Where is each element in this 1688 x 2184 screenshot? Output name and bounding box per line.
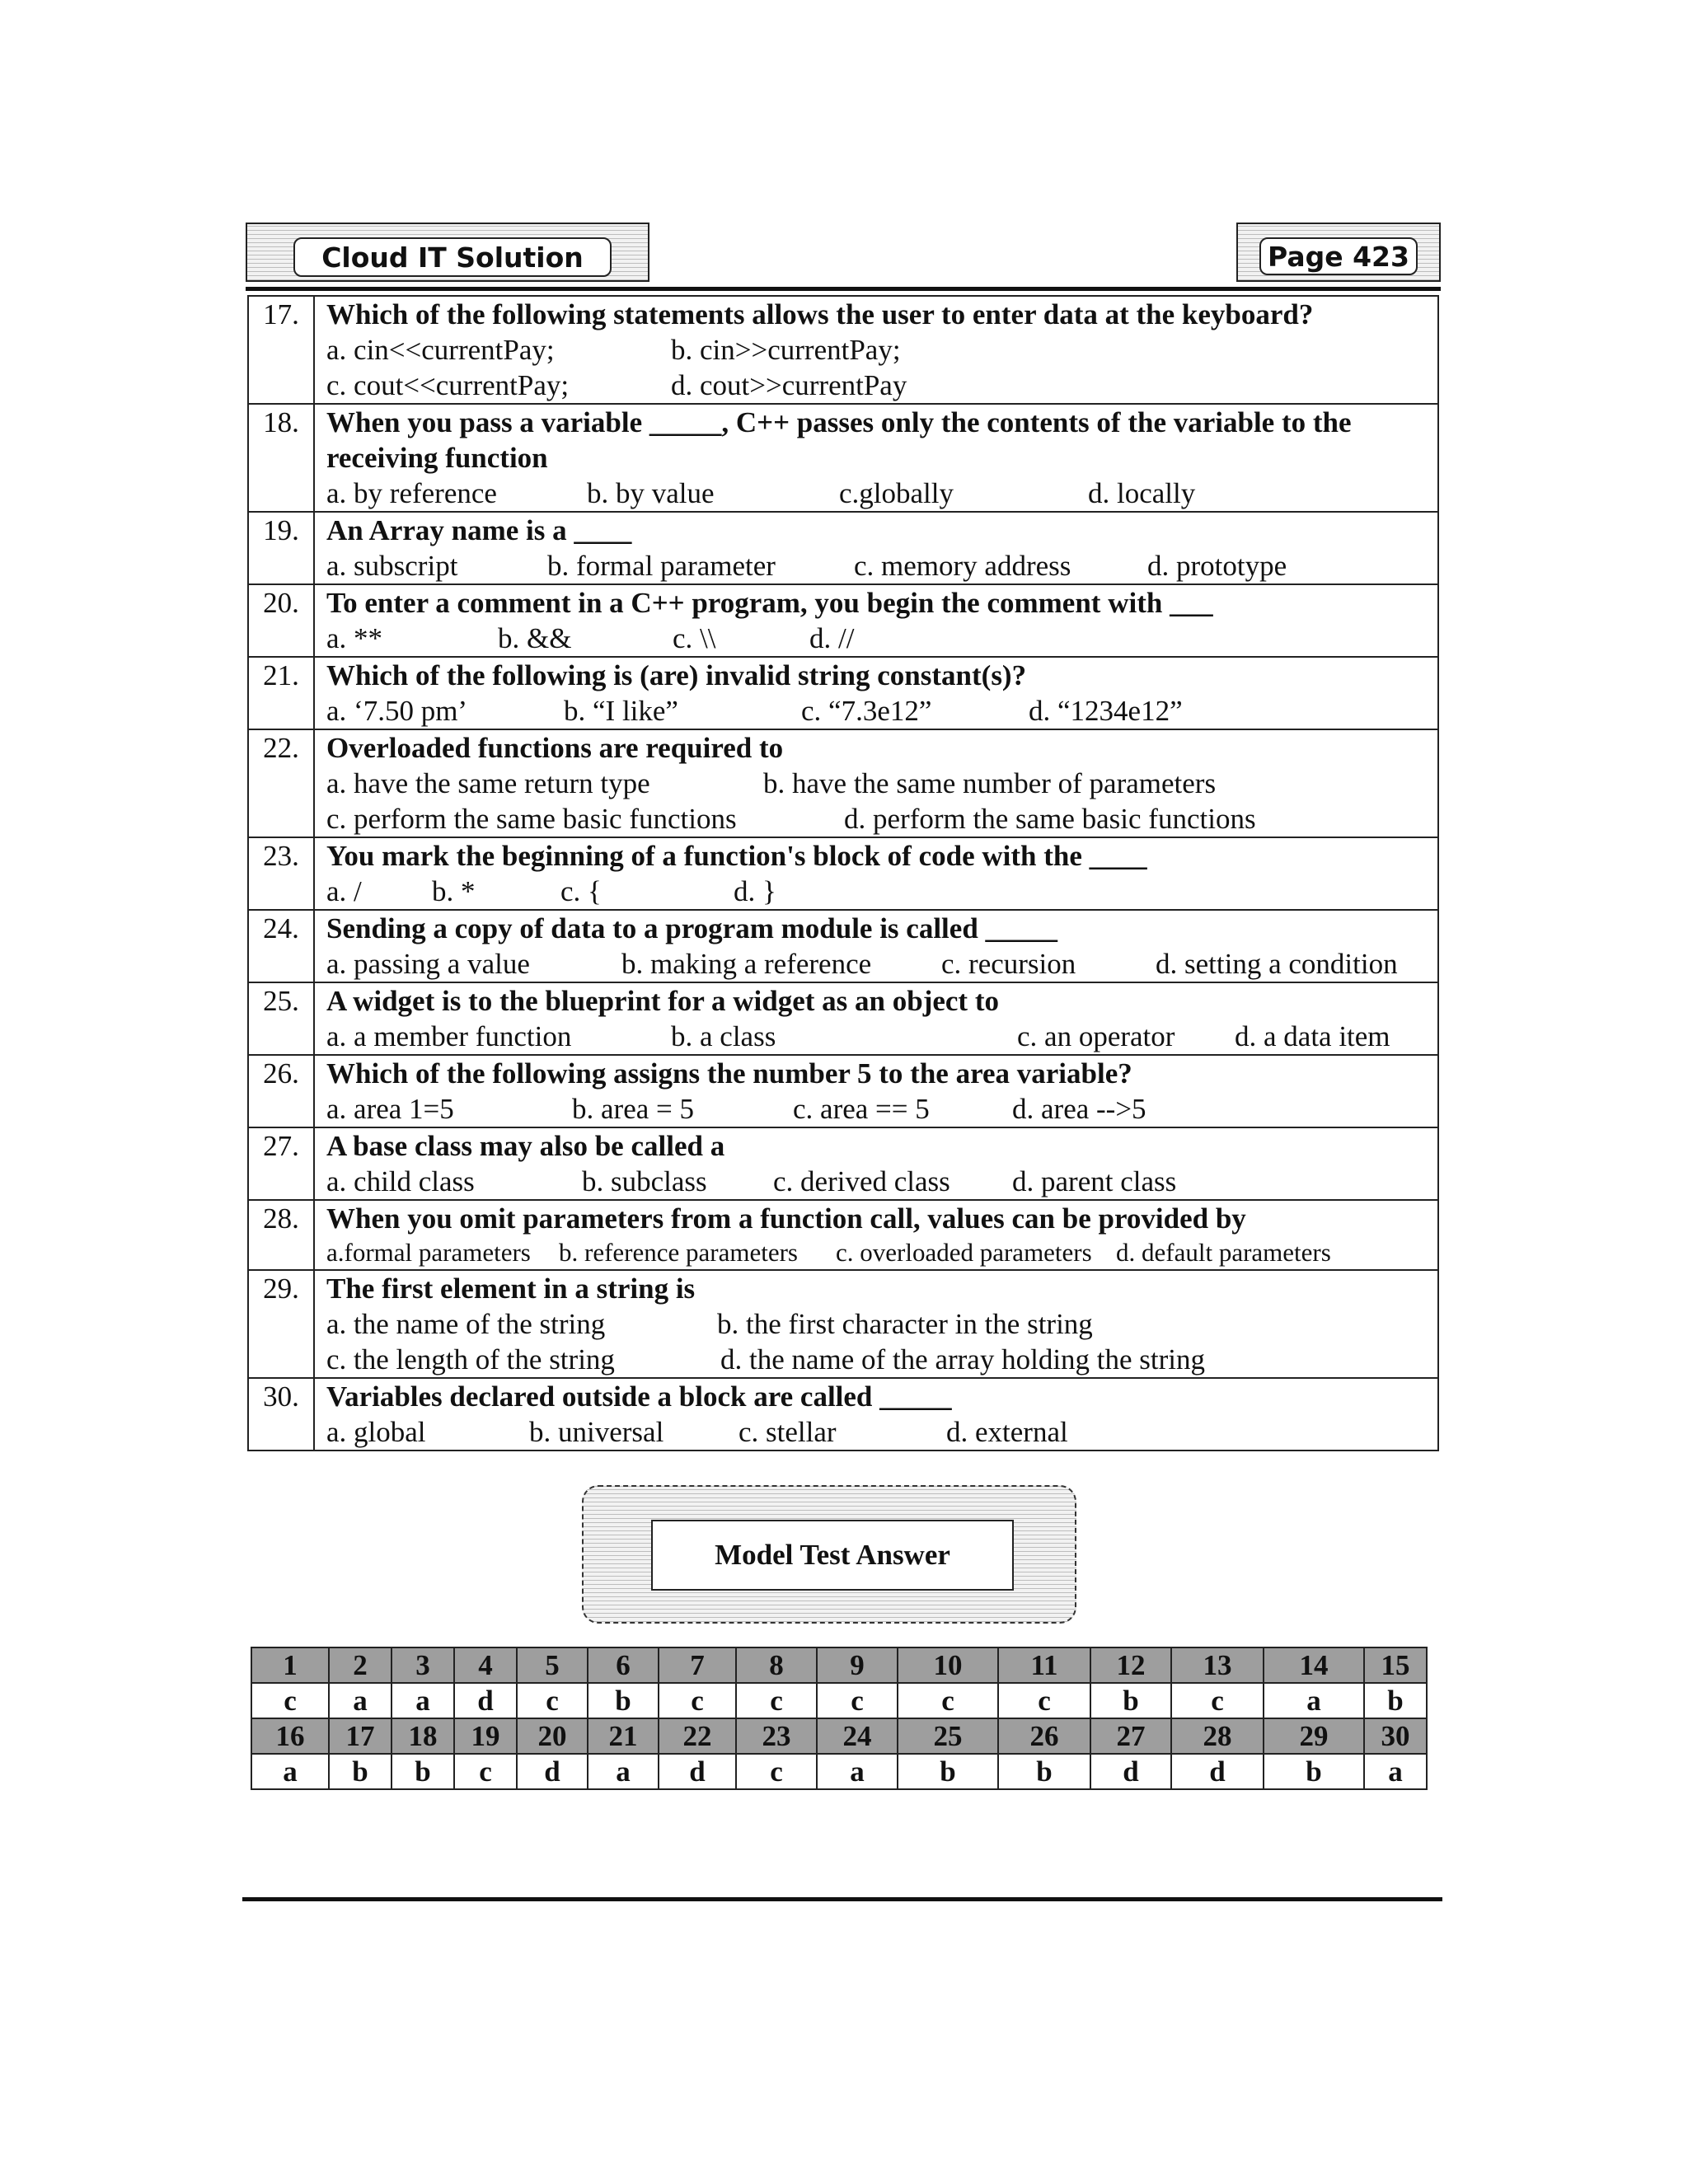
question-number: 20. — [248, 584, 314, 657]
question-number-cell: 26 — [998, 1718, 1090, 1754]
answer-option: d. } — [734, 875, 776, 907]
model-test-answer-frame — [582, 1485, 1076, 1624]
question-row — [248, 910, 1438, 982]
question-number-cell: 12 — [1090, 1647, 1171, 1683]
option-row — [326, 946, 1437, 982]
answer-option: d. external — [946, 1416, 1068, 1448]
answer-letter-cell: b — [392, 1754, 454, 1789]
option-row — [326, 1019, 1437, 1054]
question-text: A widget is to the blueprint for a widget as an object to — [326, 985, 999, 1017]
answer-letter-cell: b — [588, 1683, 659, 1718]
site-title: Cloud IT Solution — [293, 237, 612, 277]
question-text: The first element in a string is — [326, 1272, 696, 1305]
answer-option: b. making a reference — [621, 948, 872, 980]
option-row — [326, 766, 1437, 801]
question-number-cell: 18 — [392, 1718, 454, 1754]
question-body — [314, 837, 1438, 910]
question-number: 24. — [248, 910, 314, 982]
answer-option: b. subclass — [582, 1165, 707, 1197]
footer-rule — [242, 1897, 1442, 1901]
question-body — [314, 1378, 1438, 1451]
answer-option: c. cout<<currentPay; — [326, 369, 570, 401]
answer-option: d. setting a condition — [1156, 948, 1398, 980]
question-number: 21. — [248, 657, 314, 729]
question-row — [248, 1127, 1438, 1200]
question-number-cell: 30 — [1364, 1718, 1427, 1754]
option-row — [326, 1236, 1437, 1269]
question-number-cell: 6 — [588, 1647, 659, 1683]
question-body — [314, 404, 1438, 512]
answer-option: b. cin>>currentPay; — [671, 334, 901, 366]
answer-key-letter-row — [251, 1683, 1427, 1718]
model-test-answer-title: Model Test Answer — [651, 1520, 1014, 1591]
answer-letter-cell: b — [1090, 1683, 1171, 1718]
option-row — [326, 693, 1437, 729]
answer-letter-cell: c — [454, 1754, 517, 1789]
question-number-cell: 16 — [251, 1718, 329, 1754]
answer-option: d. locally — [1088, 477, 1196, 509]
option-row — [326, 368, 1437, 403]
answer-option: b. the first character in the string — [717, 1308, 1093, 1340]
answer-option: b. “I like” — [564, 695, 678, 727]
question-text: An Array name is a ____ — [326, 514, 632, 546]
answer-option: b. universal — [529, 1416, 664, 1448]
question-number: 26. — [248, 1055, 314, 1127]
question-number: 18. — [248, 404, 314, 512]
question-number: 27. — [248, 1127, 314, 1200]
answer-letter-cell: a — [1364, 1754, 1427, 1789]
answer-letter-cell: d — [454, 1683, 517, 1718]
answer-option: a. child class — [326, 1165, 475, 1197]
answer-option: b. by value — [587, 477, 715, 509]
question-body — [314, 729, 1438, 837]
answer-letter-cell: d — [659, 1754, 736, 1789]
answer-option: b. && — [498, 622, 572, 654]
question-number-cell: 21 — [588, 1718, 659, 1754]
question-number-cell: 11 — [998, 1647, 1090, 1683]
option-row — [326, 1164, 1437, 1199]
question-number-cell: 28 — [1171, 1718, 1264, 1754]
header-rule — [246, 287, 1441, 291]
answer-letter-cell: d — [1171, 1754, 1264, 1789]
answer-letter-cell: b — [329, 1754, 392, 1789]
question-number: 25. — [248, 982, 314, 1055]
answer-option: a.formal parameters — [326, 1238, 531, 1267]
answer-letter-cell: c — [898, 1683, 998, 1718]
question-text: When you pass a variable _____, C++ passes only the contents of the variable to the — [326, 406, 1352, 438]
option-row — [326, 1306, 1437, 1342]
question-row — [248, 729, 1438, 837]
answer-option: c. overloaded parameters — [836, 1238, 1092, 1267]
answer-option: a. / — [326, 875, 362, 907]
answer-letter-cell: c — [517, 1683, 588, 1718]
answer-option: c. area == 5 — [793, 1093, 930, 1125]
answer-letter-cell: d — [517, 1754, 588, 1789]
answer-option: c. stellar — [738, 1416, 837, 1448]
option-row — [326, 874, 1437, 909]
answer-letter-cell: c — [817, 1683, 898, 1718]
answer-option: c. an operator — [1017, 1020, 1175, 1052]
answer-letter-cell: a — [251, 1754, 329, 1789]
question-row — [248, 1378, 1438, 1451]
question-body — [314, 910, 1438, 982]
answer-letter-cell: c — [659, 1683, 736, 1718]
question-text: Which of the following statements allows the user to enter data at the keyboard? — [326, 298, 1314, 330]
question-number: 30. — [248, 1378, 314, 1451]
question-text: A base class may also be called a — [326, 1130, 725, 1162]
answer-option: b. formal parameter — [547, 550, 776, 582]
answer-option: b. a class — [671, 1020, 776, 1052]
page-number-box — [1236, 223, 1441, 282]
answer-option: d. // — [809, 622, 855, 654]
question-text: Variables declared outside a block are called _____ — [326, 1380, 952, 1413]
answer-key-table — [251, 1647, 1428, 1790]
question-text: You mark the beginning of a function's block of code with the ____ — [326, 840, 1147, 872]
answer-option: c. { — [560, 875, 602, 907]
answer-key-number-row — [251, 1718, 1427, 1754]
answer-option: a. subscript — [326, 550, 458, 582]
answer-letter-cell: c — [736, 1683, 817, 1718]
question-text: Sending a copy of data to a program module is called _____ — [326, 912, 1058, 944]
answer-option: d. the name of the array holding the string — [720, 1343, 1206, 1376]
answer-letter-cell: a — [588, 1754, 659, 1789]
question-body — [314, 1055, 1438, 1127]
answer-letter-cell: b — [898, 1754, 998, 1789]
question-body — [314, 1270, 1438, 1378]
answer-option: c. \\ — [673, 622, 716, 654]
answer-option: c. perform the same basic functions — [326, 803, 737, 835]
option-row — [326, 801, 1437, 837]
question-row — [248, 657, 1438, 729]
question-body — [314, 982, 1438, 1055]
question-number-cell: 14 — [1264, 1647, 1364, 1683]
answer-option: a. cin<<currentPay; — [326, 334, 555, 366]
question-number-cell: 24 — [817, 1718, 898, 1754]
answer-option: a. by reference — [326, 477, 497, 509]
answer-option: d. default parameters — [1116, 1238, 1331, 1267]
question-body — [314, 584, 1438, 657]
question-number: 17. — [248, 296, 314, 404]
option-row — [326, 1091, 1437, 1127]
question-body — [314, 512, 1438, 584]
question-number-cell: 17 — [329, 1718, 392, 1754]
answer-option: b. area = 5 — [572, 1093, 694, 1125]
answer-option: c. memory address — [854, 550, 1071, 582]
question-number: 28. — [248, 1200, 314, 1270]
answer-option: a. passing a value — [326, 948, 530, 980]
answer-letter-cell: c — [1171, 1683, 1264, 1718]
answer-option: d. a data item — [1235, 1020, 1390, 1052]
answer-option: a. area 1=5 — [326, 1093, 454, 1125]
question-number-cell: 29 — [1264, 1718, 1364, 1754]
answer-option: c. recursion — [941, 948, 1076, 980]
question-number-cell: 23 — [736, 1718, 817, 1754]
header-title-box — [246, 223, 649, 282]
answer-option: b. have the same number of parameters — [763, 767, 1217, 799]
question-number-cell: 7 — [659, 1647, 736, 1683]
question-table — [247, 295, 1439, 1451]
question-text: To enter a comment in a C++ program, you begin the comment with ___ — [326, 587, 1213, 619]
answer-key-number-row — [251, 1647, 1427, 1683]
answer-letter-cell: c — [251, 1683, 329, 1718]
question-row — [248, 982, 1438, 1055]
question-text: Which of the following assigns the number 5 to the area variable? — [326, 1057, 1132, 1090]
question-number-cell: 15 — [1364, 1647, 1427, 1683]
question-row — [248, 584, 1438, 657]
question-number-cell: 1 — [251, 1647, 329, 1683]
answer-option: c.globally — [839, 477, 954, 509]
question-number-cell: 19 — [454, 1718, 517, 1754]
answer-option: a. ‘7.50 pm’ — [326, 695, 468, 727]
question-row — [248, 837, 1438, 910]
question-number-cell: 2 — [329, 1647, 392, 1683]
question-number: 22. — [248, 729, 314, 837]
question-text: Overloaded functions are required to — [326, 732, 784, 764]
question-number-cell: 10 — [898, 1647, 998, 1683]
answer-option: b. * — [432, 875, 476, 907]
page-number: Page 423 — [1259, 237, 1418, 275]
question-body — [314, 1200, 1438, 1270]
option-row — [326, 332, 1437, 368]
answer-option: a. global — [326, 1416, 426, 1448]
answer-option: d. parent class — [1012, 1165, 1177, 1197]
answer-letter-cell: d — [1090, 1754, 1171, 1789]
question-text: receiving function — [326, 442, 548, 474]
question-number-cell: 5 — [517, 1647, 588, 1683]
question-number-cell: 27 — [1090, 1718, 1171, 1754]
question-row — [248, 1270, 1438, 1378]
question-body — [314, 1127, 1438, 1200]
question-number-cell: 13 — [1171, 1647, 1264, 1683]
answer-option: c. “7.3e12” — [801, 695, 932, 727]
question-body — [314, 296, 1438, 404]
question-number-cell: 9 — [817, 1647, 898, 1683]
question-number-cell: 25 — [898, 1718, 998, 1754]
question-row — [248, 404, 1438, 512]
answer-letter-cell: a — [817, 1754, 898, 1789]
question-number-cell: 20 — [517, 1718, 588, 1754]
answer-key-letter-row — [251, 1754, 1427, 1789]
question-number-cell: 3 — [392, 1647, 454, 1683]
answer-option: c. derived class — [773, 1165, 950, 1197]
answer-option: d. “1234e12” — [1029, 695, 1183, 727]
answer-option: a. ** — [326, 622, 383, 654]
answer-option: a. a member function — [326, 1020, 572, 1052]
option-row — [326, 1342, 1437, 1377]
question-row — [248, 296, 1438, 404]
answer-letter-cell: b — [998, 1754, 1090, 1789]
answer-option: d. perform the same basic functions — [844, 803, 1256, 835]
option-row — [326, 621, 1437, 656]
answer-letter-cell: c — [736, 1754, 817, 1789]
option-row — [326, 548, 1437, 583]
question-number-cell: 4 — [454, 1647, 517, 1683]
answer-letter-cell: b — [1364, 1683, 1427, 1718]
question-number-cell: 22 — [659, 1718, 736, 1754]
answer-letter-cell: a — [329, 1683, 392, 1718]
option-row — [326, 476, 1437, 511]
question-row — [248, 1200, 1438, 1270]
question-number-cell: 8 — [736, 1647, 817, 1683]
question-row — [248, 512, 1438, 584]
answer-option: d. cout>>currentPay — [671, 369, 907, 401]
question-row — [248, 1055, 1438, 1127]
answer-option: d. prototype — [1147, 550, 1287, 582]
answer-option: a. have the same return type — [326, 767, 650, 799]
answer-letter-cell: a — [1264, 1683, 1364, 1718]
question-number: 29. — [248, 1270, 314, 1378]
question-number: 19. — [248, 512, 314, 584]
question-text: When you omit parameters from a function call, values can be provided by — [326, 1202, 1246, 1235]
answer-option: d. area -->5 — [1012, 1093, 1146, 1125]
answer-letter-cell: a — [392, 1683, 454, 1718]
question-text: Which of the following is (are) invalid string constant(s)? — [326, 659, 1027, 691]
answer-letter-cell: b — [1264, 1754, 1364, 1789]
answer-option: a. the name of the string — [326, 1308, 606, 1340]
answer-option: c. the length of the string — [326, 1343, 615, 1376]
answer-letter-cell: c — [998, 1683, 1090, 1718]
option-row — [326, 1414, 1437, 1450]
answer-option: b. reference parameters — [559, 1238, 798, 1267]
question-number: 23. — [248, 837, 314, 910]
question-body — [314, 657, 1438, 729]
